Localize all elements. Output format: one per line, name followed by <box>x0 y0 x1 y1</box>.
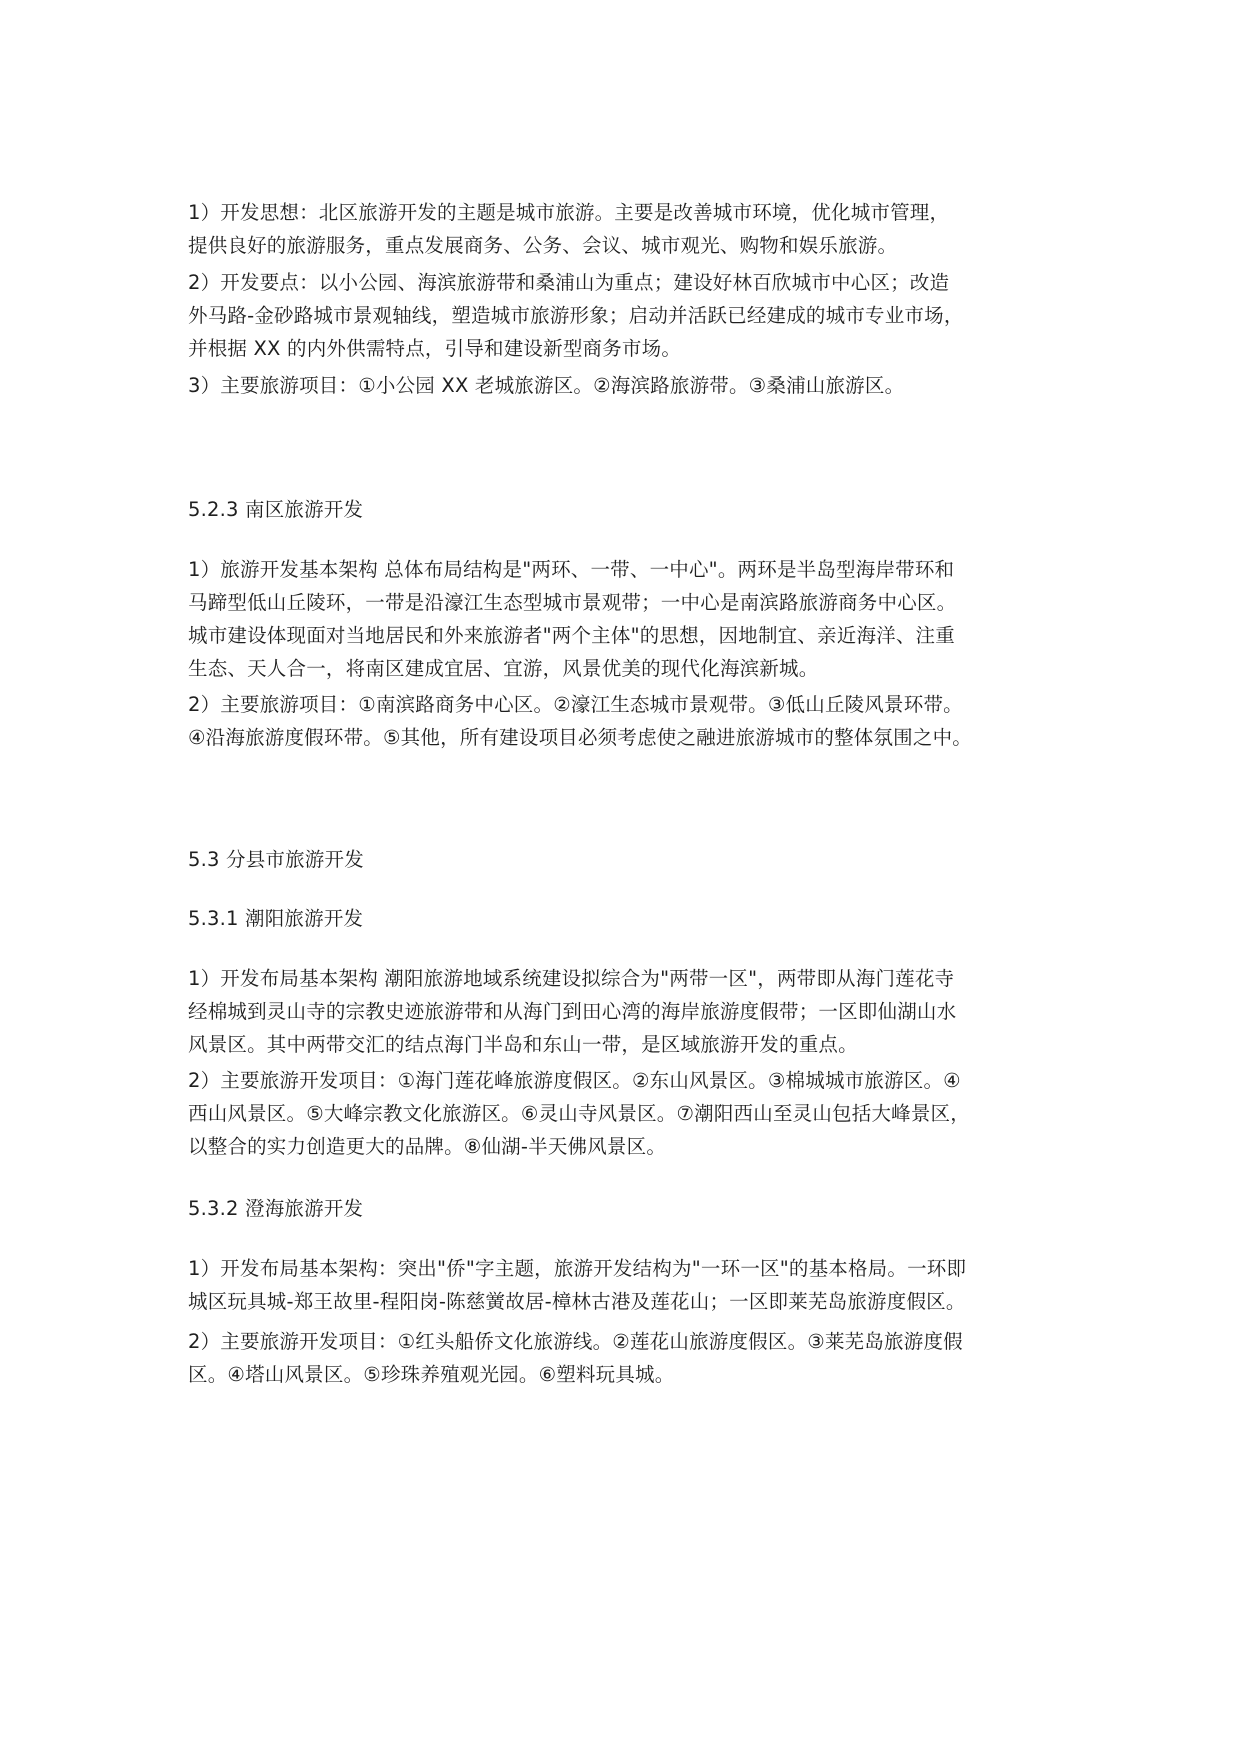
section-heading-5-3-1: 5.3.1 潮阳旅游开发 <box>188 907 364 930</box>
chenghai-projects-paragraph: 2）主要旅游开发项目：①红头船侨文化旅游线。②莲花山旅游度假区。③莱芜岛旅游度假 区。④塔山风景区。⑤珍珠养殖观光园。⑥塑料玩具城。 <box>188 1330 963 1386</box>
section-heading-5-3-2: 5.3.2 澄海旅游开发 <box>188 1197 364 1220</box>
chenghai-framework-paragraph: 1）开发布局基本架构：突出"侨"字主题，旅游开发结构为"一环一区"的基本格局。一环即 城区玩具城-郑王故里-程阳岗-陈慈黉故居-樟林古港及莲花山；一区即莱芜岛旅游度假区。 <box>188 1257 967 1313</box>
section-heading-5-2-3: 5.2.3 南区旅游开发 <box>188 498 364 521</box>
south-projects-paragraph: 2）主要旅游项目：①南滨路商务中心区。②濠江生态城市景观带。③低山丘陵风景环带。 ④沿海旅游度假环带。⑤其他，所有建设项目必须考虑使之融进旅游城市的整体氛围之中。 <box>188 693 972 749</box>
north-projects-paragraph: 3）主要旅游项目：①小公园 XX 老城旅游区。②海滨路旅游带。③桑浦山旅游区。 <box>188 374 905 397</box>
north-dev-idea-paragraph: 1）开发思想：北区旅游开发的主题是城市旅游。主要是改善城市环境，优化城市管理， 提供良好的旅游服务，重点发展商务、公务、会议、城市观光、购物和娱乐旅游。 <box>188 201 950 257</box>
chaoyang-projects-paragraph: 2）主要旅游开发项目：①海门莲花峰旅游度假区。②东山风景区。③棉城城市旅游区。④ 西山风景区。⑤大峰宗教文化旅游区。⑥灵山寺风景区。⑦潮阳西山至灵山包括大峰景区， 以整合的实力创造更大的品牌。⑧仙湖-半天佛风景区。 <box>188 1069 970 1158</box>
north-dev-points-paragraph: 2）开发要点：以小公园、海滨旅游带和桑浦山为重点；建设好林百欣城市中心区；改造 外马路-金砂路城市景观轴线，塑造城市旅游形象；启动并活跃已经建成的城市专业市场， 并根据 XX 的内外供需特点，引导和建设新型商务市场。 <box>188 271 964 360</box>
chaoyang-framework-paragraph: 1）开发布局基本架构 潮阳旅游地域系统建设拟综合为"两带一区"，两带即从海门莲花寺 经棉城到灵山寺的宗教史迹旅游带和从海门到田心湾的海岸旅游度假带；一区即仙湖山水 风景区。其中两带交汇的结点海门半岛和东山一带，是区域旅游开发的重点。 <box>188 967 957 1056</box>
section-heading-5-3: 5.3 分县市旅游开发 <box>188 848 364 871</box>
south-framework-paragraph: 1）旅游开发基本架构 总体布局结构是"两环、一带、一中心"。两环是半岛型海岸带环和 马蹄型低山丘陵环，一带是沿濠江生态型城市景观带；一中心是南滨路旅游商务中心区。 城市建设体现面对当地居民和外来旅游者"两个主体"的思想，因地制宜、亲近海洋、注重 生态、天人合一，将南区建成宜居、宜游，风景优美的现代化海滨新城。 <box>188 558 957 680</box>
